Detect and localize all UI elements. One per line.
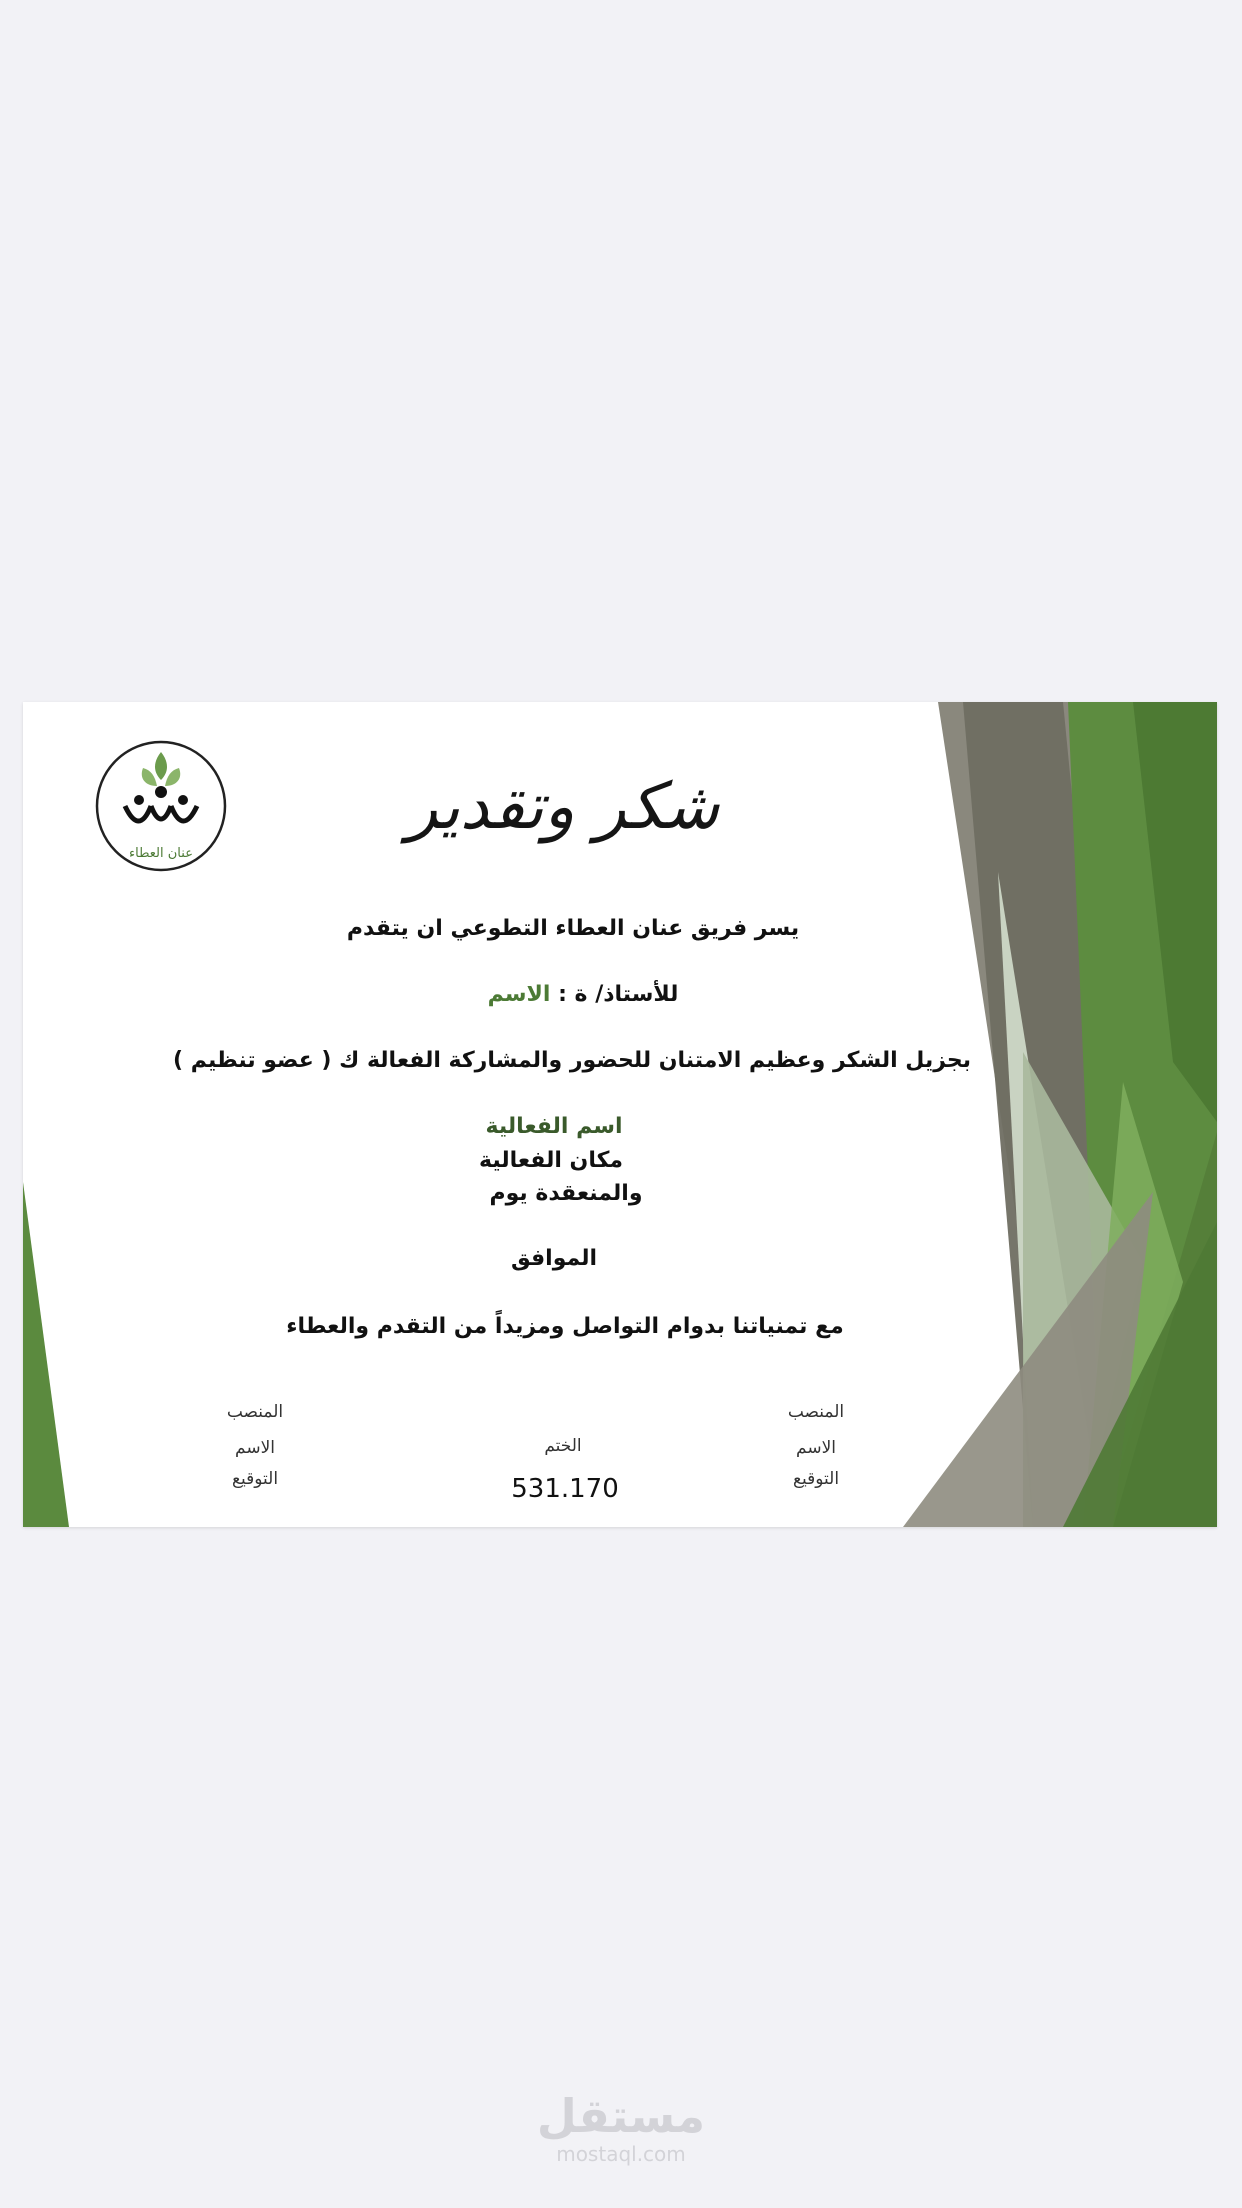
closing-line: مع تمنياتنا بدوام التواصل ومزيداً من التقدم والعطاء bbox=[286, 1314, 844, 1339]
corresponding-date-label: الموافق bbox=[510, 1246, 598, 1271]
event-day: والمنعقدة يوم bbox=[489, 1181, 643, 1206]
left-name-label: الاسم bbox=[235, 1438, 275, 1458]
right-signature-label: التوقيع bbox=[792, 1469, 840, 1489]
addressee-line bbox=[488, 982, 679, 1007]
addressee-name: الاسم bbox=[487, 982, 551, 1007]
left-position-label: المنصب bbox=[226, 1402, 284, 1422]
intro-line: يسر فريق عنان العطاء التطوعي ان يتقدم bbox=[346, 916, 800, 941]
left-green-strip bbox=[23, 1182, 69, 1527]
certificate-card bbox=[23, 702, 1217, 1527]
addressee-prefix: للأستاذ/ ة : bbox=[550, 982, 679, 1007]
watermark bbox=[537, 2090, 705, 2166]
right-position-label: المنصب bbox=[787, 1402, 845, 1422]
thanks-line: بجزيل الشكر وعظيم الامتنان للحضور والمشاركة الفعالة ك ( عضو تنظيم ) bbox=[172, 1048, 972, 1073]
event-name: اسم الفعالية bbox=[485, 1114, 623, 1139]
watermark-latin: mostaql.com bbox=[556, 2142, 686, 2166]
logo-text: عنان العطاء bbox=[129, 846, 193, 861]
stamp-number: 531.170 bbox=[511, 1474, 619, 1504]
watermark-arabic: مستقل bbox=[536, 2089, 706, 2143]
stamp-label: الختم bbox=[544, 1436, 582, 1456]
event-place: مكان الفعالية bbox=[478, 1148, 624, 1173]
right-name-label: الاسم bbox=[796, 1438, 836, 1458]
left-signature-label: التوقيع bbox=[231, 1469, 279, 1489]
certificate-title: شكر وتقدير bbox=[406, 770, 720, 844]
